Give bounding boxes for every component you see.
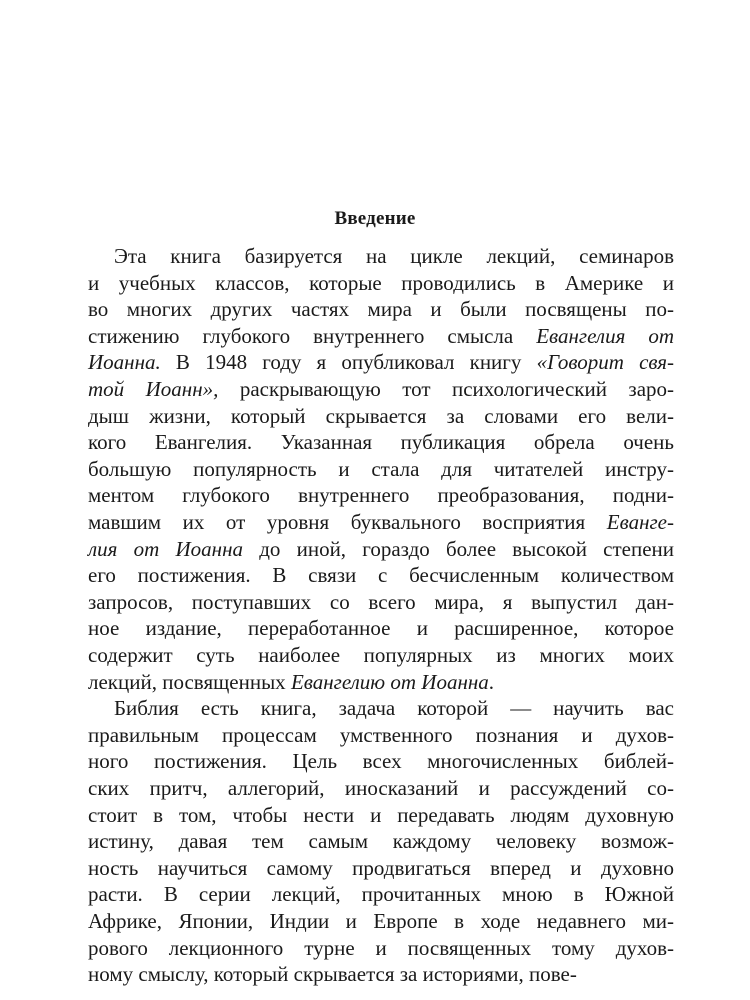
text-run: стоит в том, чтобы нести и передавать людям духовную [88,802,674,827]
text-line [88,935,674,961]
text-run: ному смыслу, который скрывается за историями, пове- [88,962,577,987]
text-run: и учебных классов, которые проводились в Америке и [88,270,674,295]
text-run: ность научиться самому продвигаться вперед и духовно [88,855,674,880]
italic-text: «Говорит свя- [536,350,674,375]
text-run: кого Евангелия. Указанная публикация обрела очень [88,430,674,455]
text-run: большую популярность и стала для читателей инстру- [88,456,674,481]
text-run: Африке, Японии, Индии и Европе в ходе недавнего ми- [88,909,674,933]
text-run: мавшим их от уровня буквального восприятия [88,510,607,534]
text-line [88,615,674,641]
text-line [88,482,674,508]
italic-text: Иоанна. [88,350,161,375]
italic-text: Евангелию от Иоанна [290,669,489,694]
text-line [88,669,674,695]
text-run: ное издание, переработанное и расширенное, которое [88,616,674,641]
text-run: . [488,669,495,694]
text-line [88,961,674,987]
text-line [114,695,674,721]
text-line [88,296,674,322]
text-line [88,908,674,934]
text-run: рового лекционного турне и посвященных тому духов- [88,935,674,960]
text-line [88,429,674,455]
italic-text: Еванге- [606,510,674,534]
text-run: до иной, гораздо более высокой степени [243,536,674,561]
text-run: Эта книга базируется на цикле лекций, семинаров [114,244,674,268]
text-run: содержит суть наиболее популярных из многих моих [88,643,674,667]
text-line [88,748,674,774]
text-run: ских притч, аллегорий, иносказаний и рассуждений со- [88,776,674,800]
text-line [88,775,674,801]
text-run: дыш жизни, который скрывается за словами его вели- [88,403,674,428]
text-run: раскрывающую тот психологический заро- [218,377,675,401]
text-line [88,376,674,402]
text-run: Библия есть книга, задача которой — научить вас [114,696,674,721]
text-line [88,722,674,748]
text-run: ного постижения. Цель всех многочисленных библей- [88,749,674,774]
italic-text: Евангелия от [536,323,674,348]
text-line [88,828,674,854]
text-run: правильным процессам умственного познания и духов- [88,722,674,747]
text-line [88,456,674,482]
text-run: лекций, посвященных [88,669,291,694]
text-run: расти. В серии лекций, прочитанных мною в Южной [88,882,674,907]
italic-text: той Иоанн», [88,377,219,401]
text-line [88,349,674,375]
text-run: во многих других частях мира и были посвящены по- [88,297,674,322]
text-line [88,642,674,668]
text-run: его постижения. В связи с бесчисленным количеством [88,563,674,588]
text-line [88,802,674,828]
text-line [88,589,674,615]
text-line [88,855,674,881]
text-line [88,509,674,535]
text-line [88,562,674,588]
text-line [114,243,674,269]
chapter-title: Введение [334,208,416,229]
text-run: стижению глубокого внутреннего смысла [88,323,537,348]
italic-text: лия от Иоанна [88,536,243,561]
text-line [88,323,674,349]
text-run: запросов, поступавших со всего мира, я выпустил дан- [88,589,674,614]
text-line [88,536,674,562]
text-line [88,881,674,907]
text-line [88,403,674,429]
text-line [88,270,674,296]
text-run: ментом глубокого внутреннего преобразования, подни- [88,483,674,508]
text-run: В 1948 году я опубликовал книгу [160,350,537,375]
text-run: истину, давая тем самым каждому человеку возмож- [88,829,674,854]
